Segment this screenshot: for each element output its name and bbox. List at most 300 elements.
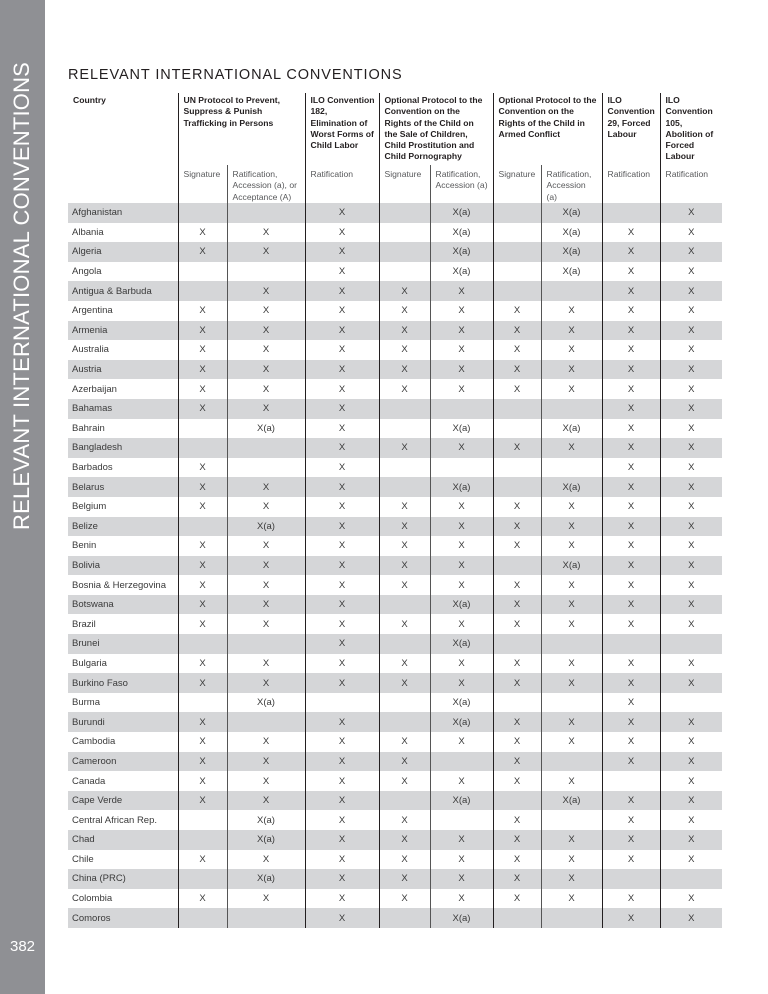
table-row bbox=[68, 771, 722, 791]
status-cell: X bbox=[178, 791, 227, 811]
status-cell bbox=[430, 458, 493, 478]
country-cell: Armenia bbox=[68, 321, 178, 341]
status-cell bbox=[379, 419, 430, 439]
conventions-table bbox=[68, 93, 722, 928]
subheader-op-sale-signature: Signature bbox=[379, 165, 430, 203]
table-row bbox=[68, 262, 722, 282]
status-cell: X bbox=[602, 536, 660, 556]
status-cell: X bbox=[541, 889, 602, 909]
country-cell: Austria bbox=[68, 360, 178, 380]
status-cell: X bbox=[430, 869, 493, 889]
status-cell: X bbox=[660, 791, 722, 811]
country-cell: Barbados bbox=[72, 462, 113, 474]
status-cell: X bbox=[227, 399, 305, 419]
status-cell bbox=[602, 869, 660, 889]
status-cell: X bbox=[178, 242, 227, 262]
status-cell: X bbox=[379, 281, 430, 301]
subheader-ilo29-ratification: Ratification bbox=[602, 165, 660, 203]
status-cell: X bbox=[602, 497, 660, 517]
status-cell bbox=[178, 908, 227, 928]
country-cell: Burma bbox=[72, 697, 100, 709]
country-cell: Colombia bbox=[72, 893, 113, 905]
status-cell bbox=[493, 281, 541, 301]
status-cell: X bbox=[602, 889, 660, 909]
status-cell: X bbox=[379, 850, 430, 870]
status-cell: X bbox=[493, 673, 541, 693]
status-cell: X bbox=[305, 223, 379, 243]
table-row bbox=[68, 477, 722, 497]
table-row bbox=[68, 634, 722, 654]
table-row bbox=[68, 732, 722, 752]
status-cell bbox=[493, 223, 541, 243]
status-cell: X bbox=[660, 752, 722, 772]
status-cell: X bbox=[660, 223, 722, 243]
status-cell: X bbox=[379, 517, 430, 537]
status-cell: X bbox=[602, 712, 660, 732]
country-cell: Afghanistan bbox=[68, 203, 178, 223]
status-cell: X bbox=[660, 321, 722, 341]
status-cell: X bbox=[430, 732, 493, 752]
status-cell: X bbox=[541, 654, 602, 674]
header-country: Country bbox=[73, 95, 106, 105]
status-cell: X bbox=[305, 438, 379, 458]
status-cell: X bbox=[602, 301, 660, 321]
status-cell bbox=[493, 634, 541, 654]
table-row bbox=[68, 458, 722, 478]
status-cell: X bbox=[602, 810, 660, 830]
status-cell bbox=[379, 203, 430, 223]
status-cell: X bbox=[379, 889, 430, 909]
country-cell: Bahamas bbox=[68, 399, 178, 419]
status-cell: X bbox=[602, 340, 660, 360]
status-cell: X bbox=[227, 301, 305, 321]
status-cell bbox=[227, 712, 305, 732]
status-cell bbox=[178, 203, 227, 223]
status-cell: X(a) bbox=[227, 810, 305, 830]
sidebar bbox=[0, 0, 45, 994]
status-cell bbox=[379, 399, 430, 419]
subheader-ilo182-ratification: Ratification bbox=[305, 165, 379, 203]
status-cell: X bbox=[660, 399, 722, 419]
table-row bbox=[68, 281, 722, 301]
table-body bbox=[68, 203, 722, 928]
status-cell: X(a) bbox=[430, 693, 493, 713]
status-cell bbox=[541, 634, 602, 654]
country-cell: Central African Rep. bbox=[72, 814, 158, 826]
table-row bbox=[68, 340, 722, 360]
status-cell: X bbox=[178, 497, 227, 517]
status-cell bbox=[379, 262, 430, 282]
status-cell bbox=[227, 262, 305, 282]
status-cell: X bbox=[227, 752, 305, 772]
status-cell bbox=[227, 438, 305, 458]
status-cell: X bbox=[660, 575, 722, 595]
status-cell: X bbox=[227, 791, 305, 811]
status-cell: X(a) bbox=[227, 869, 305, 889]
status-cell: X bbox=[660, 262, 722, 282]
status-cell: X bbox=[660, 360, 722, 380]
status-cell: X(a) bbox=[430, 908, 493, 928]
status-cell: X(a) bbox=[227, 419, 305, 439]
status-cell: X bbox=[493, 536, 541, 556]
sidebar-vertical-title: RELEVANT INTERNATIONAL CONVENTIONS bbox=[9, 61, 34, 530]
status-cell bbox=[541, 399, 602, 419]
status-cell: X bbox=[493, 752, 541, 772]
status-cell: X bbox=[227, 654, 305, 674]
status-cell: X bbox=[305, 203, 379, 223]
status-cell bbox=[379, 458, 430, 478]
status-cell: X bbox=[493, 517, 541, 537]
status-cell: X bbox=[602, 419, 660, 439]
status-cell: X(a) bbox=[227, 830, 305, 850]
status-cell: X bbox=[379, 301, 430, 321]
table-row bbox=[68, 301, 722, 321]
table-row bbox=[68, 791, 722, 811]
status-cell: X bbox=[541, 732, 602, 752]
status-cell bbox=[541, 752, 602, 772]
status-cell: X bbox=[178, 654, 227, 674]
status-cell: X bbox=[660, 595, 722, 615]
status-cell: X bbox=[305, 262, 379, 282]
status-cell: X bbox=[430, 830, 493, 850]
status-cell: X bbox=[660, 830, 722, 850]
status-cell: X bbox=[602, 791, 660, 811]
status-cell bbox=[178, 281, 227, 301]
status-cell: X bbox=[178, 556, 227, 576]
status-cell: X bbox=[178, 614, 227, 634]
status-cell: X bbox=[305, 399, 379, 419]
status-cell: X bbox=[541, 575, 602, 595]
status-cell: X bbox=[305, 458, 379, 478]
status-cell: X bbox=[430, 438, 493, 458]
status-cell: X bbox=[660, 712, 722, 732]
status-cell: X bbox=[305, 517, 379, 537]
status-cell: X bbox=[493, 771, 541, 791]
status-cell: X bbox=[541, 673, 602, 693]
status-cell bbox=[493, 908, 541, 928]
status-cell: X bbox=[227, 732, 305, 752]
status-cell: X bbox=[430, 614, 493, 634]
status-cell: X bbox=[602, 281, 660, 301]
subheader-op-sale-ratification: Ratification, Accession (a) bbox=[430, 165, 493, 203]
status-cell bbox=[379, 712, 430, 732]
status-cell: X(a) bbox=[430, 791, 493, 811]
table-row bbox=[68, 536, 722, 556]
status-cell: X bbox=[379, 321, 430, 341]
status-cell: X bbox=[227, 281, 305, 301]
country-cell: Comoros bbox=[68, 908, 178, 928]
status-cell: X bbox=[660, 673, 722, 693]
status-cell bbox=[178, 438, 227, 458]
status-cell bbox=[430, 399, 493, 419]
status-cell: X(a) bbox=[541, 791, 602, 811]
status-cell: X bbox=[493, 614, 541, 634]
status-cell: X bbox=[541, 438, 602, 458]
table-row bbox=[68, 203, 722, 223]
subheader-op-armed-signature: Signature bbox=[493, 165, 541, 203]
table-row bbox=[68, 654, 722, 674]
status-cell: X bbox=[379, 771, 430, 791]
status-cell: X bbox=[430, 771, 493, 791]
header-ilo182: ILO Convention 182, Elimination of Worst Forms of Child Labor bbox=[305, 93, 379, 165]
status-cell: X(a) bbox=[541, 203, 602, 223]
status-cell: X bbox=[602, 614, 660, 634]
status-cell: X bbox=[178, 536, 227, 556]
status-cell: X bbox=[660, 242, 722, 262]
status-cell: X bbox=[602, 752, 660, 772]
table-row bbox=[68, 438, 722, 458]
status-cell bbox=[227, 908, 305, 928]
status-cell: X bbox=[602, 438, 660, 458]
country-cell: Bulgaria bbox=[72, 657, 107, 669]
country-cell: Algeria bbox=[68, 242, 178, 262]
status-cell bbox=[227, 458, 305, 478]
status-cell: X(a) bbox=[430, 419, 493, 439]
status-cell bbox=[379, 223, 430, 243]
status-cell: X bbox=[602, 262, 660, 282]
table-row bbox=[68, 673, 722, 693]
status-cell: X bbox=[430, 281, 493, 301]
status-cell: X bbox=[493, 497, 541, 517]
status-cell: X bbox=[602, 517, 660, 537]
status-cell: X bbox=[305, 419, 379, 439]
status-cell: X bbox=[305, 850, 379, 870]
status-cell bbox=[493, 458, 541, 478]
table-row bbox=[68, 242, 722, 262]
status-cell: X bbox=[305, 771, 379, 791]
status-cell: X bbox=[430, 673, 493, 693]
status-cell: X bbox=[379, 830, 430, 850]
status-cell: X bbox=[541, 497, 602, 517]
status-cell: X bbox=[602, 223, 660, 243]
status-cell bbox=[541, 281, 602, 301]
status-cell: X(a) bbox=[430, 223, 493, 243]
status-cell: X bbox=[430, 517, 493, 537]
status-cell bbox=[541, 693, 602, 713]
status-cell: X(a) bbox=[541, 262, 602, 282]
status-cell bbox=[178, 693, 227, 713]
status-cell: X bbox=[430, 340, 493, 360]
status-cell: X bbox=[602, 908, 660, 928]
country-cell: Antigua & Barbuda bbox=[68, 281, 178, 301]
status-cell: X bbox=[493, 810, 541, 830]
status-cell: X bbox=[305, 595, 379, 615]
status-cell: X bbox=[660, 419, 722, 439]
status-cell bbox=[227, 203, 305, 223]
status-cell: X bbox=[660, 614, 722, 634]
country-cell: Cameroon bbox=[68, 752, 178, 772]
status-cell: X(a) bbox=[541, 556, 602, 576]
status-cell: X bbox=[660, 654, 722, 674]
status-cell: X bbox=[493, 712, 541, 732]
status-cell: X bbox=[493, 360, 541, 380]
table-row bbox=[68, 869, 722, 889]
status-cell: X bbox=[379, 752, 430, 772]
subheader-un-signature: Signature bbox=[178, 165, 227, 203]
status-cell: X bbox=[493, 321, 541, 341]
status-cell: X bbox=[660, 536, 722, 556]
status-cell: X bbox=[227, 556, 305, 576]
status-cell: X bbox=[602, 399, 660, 419]
table-row bbox=[68, 497, 722, 517]
table-row bbox=[68, 752, 722, 772]
status-cell bbox=[493, 242, 541, 262]
table-row bbox=[68, 556, 722, 576]
country-cell: Bahrain bbox=[72, 422, 105, 434]
status-cell bbox=[493, 203, 541, 223]
status-cell bbox=[430, 810, 493, 830]
subheader-row bbox=[68, 165, 722, 203]
status-cell: X bbox=[379, 556, 430, 576]
header-op-sale: Optional Protocol to the Convention on the Rights of the Child on the Sale of Children, Child Prostitution and Child Pornography bbox=[379, 93, 493, 165]
country-cell: Cape Verde bbox=[68, 791, 178, 811]
status-cell: X bbox=[541, 340, 602, 360]
status-cell: X bbox=[493, 654, 541, 674]
status-cell: X bbox=[602, 830, 660, 850]
status-cell: X bbox=[305, 752, 379, 772]
country-cell: Brunei bbox=[68, 634, 178, 654]
status-cell: X bbox=[178, 595, 227, 615]
status-cell: X bbox=[541, 830, 602, 850]
status-cell: X bbox=[305, 301, 379, 321]
status-cell: X bbox=[541, 360, 602, 380]
table-row bbox=[68, 399, 722, 419]
status-cell: X bbox=[305, 634, 379, 654]
status-cell: X bbox=[227, 771, 305, 791]
status-cell: X bbox=[379, 673, 430, 693]
status-cell: X bbox=[305, 654, 379, 674]
status-cell: X bbox=[660, 203, 722, 223]
status-cell bbox=[660, 634, 722, 654]
status-cell bbox=[178, 262, 227, 282]
status-cell: X bbox=[178, 477, 227, 497]
status-cell: X bbox=[227, 321, 305, 341]
status-cell: X bbox=[660, 301, 722, 321]
country-cell: Botswana bbox=[68, 595, 178, 615]
status-cell: X bbox=[305, 379, 379, 399]
status-cell: X bbox=[493, 732, 541, 752]
status-cell: X bbox=[602, 477, 660, 497]
status-cell: X bbox=[602, 575, 660, 595]
status-cell: X bbox=[602, 242, 660, 262]
status-cell: X bbox=[305, 321, 379, 341]
status-cell bbox=[602, 634, 660, 654]
status-cell: X bbox=[379, 340, 430, 360]
subheader-op-armed-ratification: Ratification, Accession (a) bbox=[541, 165, 602, 203]
status-cell: X bbox=[227, 242, 305, 262]
status-cell bbox=[379, 791, 430, 811]
status-cell: X bbox=[379, 497, 430, 517]
status-cell: X bbox=[178, 889, 227, 909]
country-cell: Cambodia bbox=[72, 736, 116, 748]
status-cell: X bbox=[541, 517, 602, 537]
status-cell: X(a) bbox=[541, 242, 602, 262]
status-cell: X bbox=[178, 673, 227, 693]
status-cell: X bbox=[379, 810, 430, 830]
status-cell: X bbox=[227, 223, 305, 243]
status-cell: X bbox=[305, 869, 379, 889]
status-cell: X bbox=[178, 321, 227, 341]
status-cell: X(a) bbox=[430, 634, 493, 654]
status-cell: X bbox=[493, 889, 541, 909]
status-cell bbox=[379, 595, 430, 615]
status-cell bbox=[178, 634, 227, 654]
status-cell: X bbox=[602, 654, 660, 674]
status-cell: X bbox=[430, 379, 493, 399]
status-cell: X bbox=[541, 850, 602, 870]
status-cell: X bbox=[305, 497, 379, 517]
status-cell bbox=[430, 752, 493, 772]
status-cell: X bbox=[493, 595, 541, 615]
status-cell bbox=[660, 869, 722, 889]
status-cell: X bbox=[379, 614, 430, 634]
status-cell: X bbox=[305, 908, 379, 928]
status-cell: X bbox=[602, 595, 660, 615]
status-cell: X bbox=[178, 771, 227, 791]
status-cell: X bbox=[602, 693, 660, 713]
subheader-un-ratification: Ratification, Accession (a), or Acceptance (A) bbox=[227, 165, 305, 203]
status-cell: X bbox=[602, 850, 660, 870]
table-row bbox=[68, 908, 722, 928]
status-cell: X bbox=[493, 301, 541, 321]
status-cell: X bbox=[602, 458, 660, 478]
country-cell: Angola bbox=[72, 266, 102, 278]
table-row bbox=[68, 693, 722, 713]
status-cell: X bbox=[178, 752, 227, 772]
status-cell: X bbox=[227, 477, 305, 497]
status-cell: X bbox=[227, 850, 305, 870]
status-cell: X bbox=[305, 712, 379, 732]
status-cell: X bbox=[305, 340, 379, 360]
status-cell bbox=[660, 693, 722, 713]
status-cell: X bbox=[305, 673, 379, 693]
status-cell: X bbox=[660, 771, 722, 791]
status-cell: X bbox=[541, 301, 602, 321]
country-cell: Belize bbox=[68, 517, 178, 537]
status-cell: X bbox=[305, 732, 379, 752]
status-cell: X bbox=[379, 869, 430, 889]
status-cell: X bbox=[305, 281, 379, 301]
status-cell: X(a) bbox=[430, 712, 493, 732]
status-cell: X bbox=[493, 575, 541, 595]
status-cell: X bbox=[305, 889, 379, 909]
country-cell: Brazil bbox=[72, 618, 96, 630]
status-cell: X bbox=[493, 850, 541, 870]
header-ilo29: ILO Convention 29, Forced Labour bbox=[602, 93, 660, 165]
subheader-ilo105-ratification: Ratification bbox=[660, 165, 722, 203]
status-cell bbox=[379, 477, 430, 497]
status-cell bbox=[178, 810, 227, 830]
status-cell bbox=[602, 771, 660, 791]
status-cell: X bbox=[305, 556, 379, 576]
status-cell: X bbox=[178, 379, 227, 399]
status-cell: X bbox=[541, 869, 602, 889]
table-row bbox=[68, 830, 722, 850]
status-cell: X bbox=[602, 673, 660, 693]
status-cell: X bbox=[541, 536, 602, 556]
status-cell: X bbox=[178, 575, 227, 595]
country-cell: Bangladesh bbox=[68, 438, 178, 458]
subheader-blank bbox=[68, 165, 178, 203]
status-cell: X bbox=[227, 614, 305, 634]
status-cell: X bbox=[227, 360, 305, 380]
country-cell: Burkino Faso bbox=[68, 673, 178, 693]
table-row bbox=[68, 595, 722, 615]
status-cell: X bbox=[660, 438, 722, 458]
status-cell: X bbox=[305, 575, 379, 595]
status-cell bbox=[305, 693, 379, 713]
status-cell: X bbox=[493, 379, 541, 399]
